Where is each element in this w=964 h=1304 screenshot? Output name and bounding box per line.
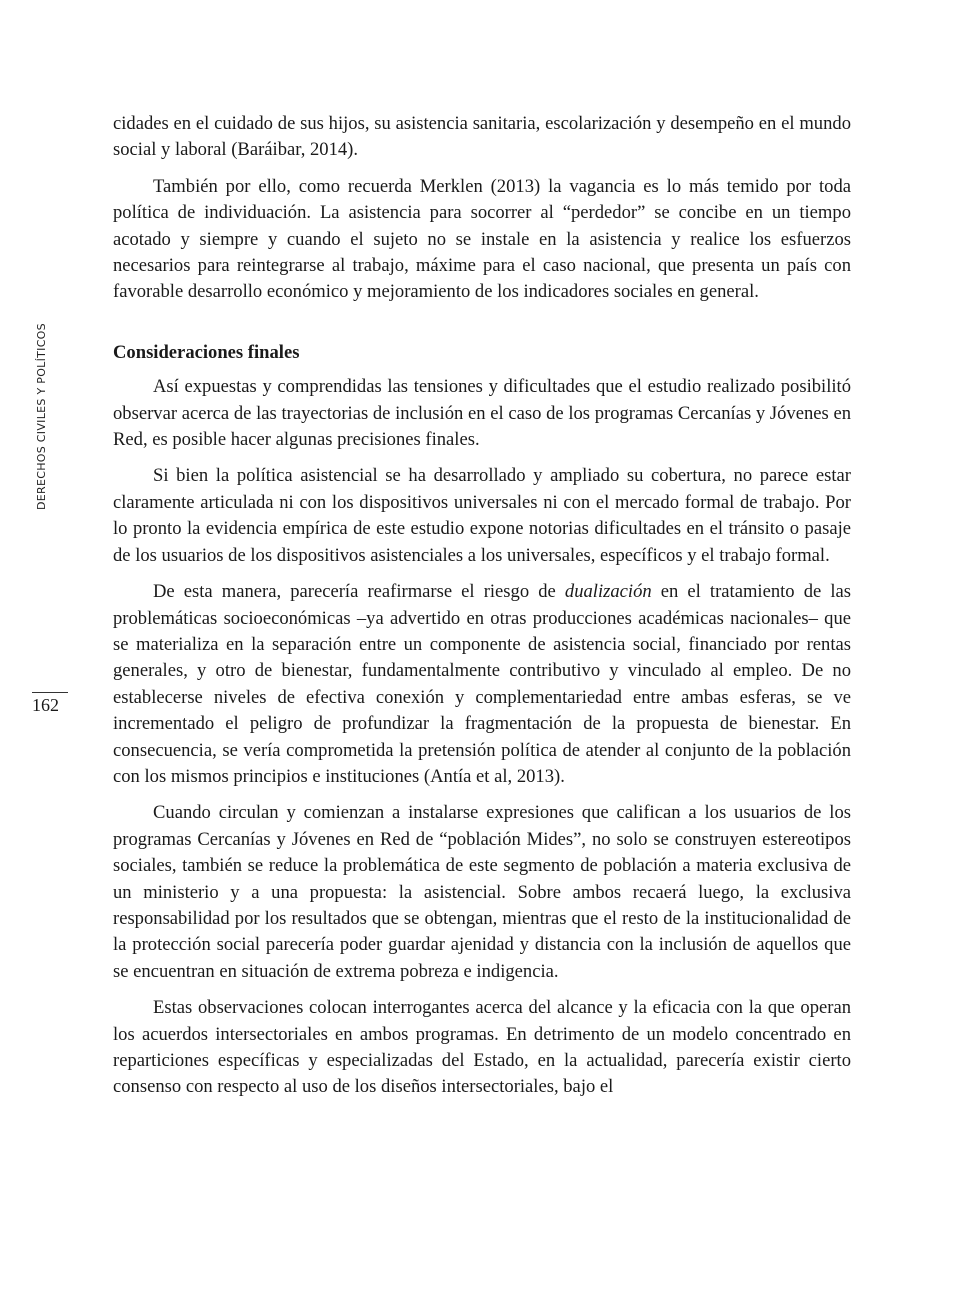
page-number-rule <box>32 692 68 693</box>
paragraph-7: Estas observaciones colocan interrogantes acerca del alcance y la eficacia con la que operan los acuerdos intersectoriales en ambos programas. En detrimento de un modelo concentrado en reparticiones específicas y especializadas del Estado, en la actualidad, parecería existir cierto consenso con respecto al uso de los diseños intersectoriales, bajo el <box>113 997 851 1098</box>
paragraph-4: Si bien la política asistencial se ha desarrollado y ampliado su cobertura, no parece estar claramente articulada ni con los dispositivos universales ni con el mercado formal de trabajo. Por lo pronto la evidencia empírica de este estudio expone notorias dificultades en el tránsito o pasaje de los usuarios de los dispositivos asistenciales a los universales, específicos y el trabajo formal. <box>113 465 851 566</box>
italic-term: dualización <box>564 581 652 603</box>
section-heading: Consideraciones finales <box>113 341 300 363</box>
paragraph-5 <box>113 579 851 790</box>
paragraph-2: También por ello, como recuerda Merklen (2013) la vagancia es lo más temido por toda política de individuación. La asistencia para socorrer al “perdedor” se concibe en un tiempo acotado y siempre y cuando el sujeto no se instale en la asistencia y realice los esfuerzos necesarios para reintegrarse al trabajo, máxime para el caso nacional, que presenta un país con favorable desarrollo económico y mejoramiento de los indicadores sociales en general. <box>113 175 851 303</box>
body-text <box>113 111 851 1111</box>
paragraph-3: Así expuestas y comprendidas las tensiones y dificultades que el estudio realizado posibilitó observar acerca de las trayectorias de inclusión en el caso de los programas Cercanías y Jóvenes en Red, es posible hacer algunas precisiones finales. <box>113 376 851 451</box>
running-head: DERECHOS CIVILES Y POLÍTICOS <box>35 323 48 510</box>
page-number-block <box>32 692 70 716</box>
paragraph-5-start: De esta manera, parecería reafirmarse el riesgo de <box>153 581 565 603</box>
page-number: 162 <box>32 695 59 715</box>
paragraph-6: Cuando circulan y comienzan a instalarse expresiones que califican a los usuarios de los programas Cercanías y Jóvenes en Red de “población Mides”, no solo se construyen estereotipos sociales, también se reduce la problemática de este segmento de población a materia exclusiva de un ministerio y a una propuesta: la asistencial. Sobre ambos recaerá luego, la exclusiva responsabilidad por los resultados que se obtengan, mientras que el resto de la institucionalidad de la protección social parecería poder guardar ajenidad y distancia con la inclusión de aquellos que se encuentran en situación de extrema pobreza e indigencia. <box>113 802 851 982</box>
paragraph-5-end: en el tratamiento de las problemáticas socioeconómicas –ya advertido en otras producciones académicas nacionales– que se materializa en la separación entre un componente de asistencia social, financiado por rentas generales, y otro de bienestar, fundamentalmente contributivo y vinculado al empleo. De no establecerse niveles de efectiva conexión y complementariedad entre ambas esferas, se ve incrementado el peligro de profundizar la fragmentación de la propuesta de bienestar. En consecuencia, se vería comprometida la pretensión política de atender al conjunto de la población con los mismos principios e instituciones (Antía et al, 2013). <box>113 581 851 787</box>
paragraph-1: cidades en el cuidado de sus hijos, su asistencia sanitaria, escolarización y desempeño en el mundo social y laboral (Baráibar, 2014). <box>113 113 851 161</box>
